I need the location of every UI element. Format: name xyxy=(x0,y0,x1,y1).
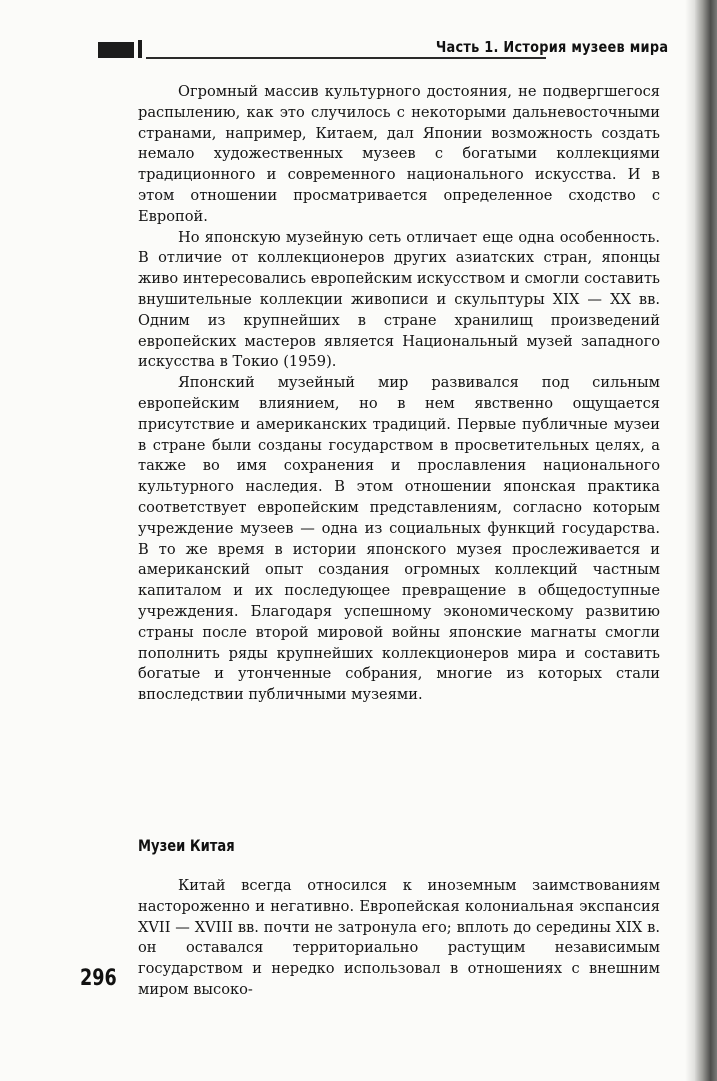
header-ornament-bar xyxy=(138,40,142,58)
page-edge xyxy=(695,0,717,1081)
paragraph: Китай всегда относился к иноземным заимствованиям настороженно и негативно. Европейская колониальная экспансия XVII — XVIII вв. почти не затронула его; вплоть до середины XIX в. он оставался территориально растущим независимым государством и нередко использовал в отношениях с внешним миром высоко- xyxy=(138,877,660,998)
binding-shadow xyxy=(685,0,695,1081)
paragraph: Но японскую музейную сеть отличает еще одна особенность. В отличие от коллекционеров других азиатских стран, японцы живо интересовались европейским искусством и смогли составить внушительные коллекции живописи и скульптуры XIX — XX вв. Одним из крупнейших в стране хранилищ произведений европейских мастеров является Национальный музей западного искусства в Токио (1959). xyxy=(138,228,660,371)
header-ornament-block xyxy=(98,42,134,58)
header-rule xyxy=(146,57,546,59)
section-heading: Музеи Китая xyxy=(138,836,235,855)
running-header xyxy=(98,36,668,64)
paragraph: Огромный массив культурного достояния, не подвергшегося распылению, как это случилось с некоторыми дальневосточными странами, например, Китаем, дал Японии возможность создать немало художественных музеев с богатыми коллекциями традиционного и современного национального искусства. И в этом отношении просматривается определенное сходство с Европой. xyxy=(138,83,660,225)
body-text-block-1 xyxy=(138,82,660,706)
paragraph: Японский музейный мир развивался под сильным европейским влиянием, но в нем явственно ощущается присутствие и американских традиций. Первые публичные музеи в стране были созданы государством в просветительных целях, а также во имя сохранения и прославления национального культурного наследия. В этом отношении японская практика соответствует европейским представлениям, согласно которым учреждение музеев — одна из социальных функций государства. В то же время в истории японского музея прослеживается и американский опыт создания огромных коллекций частным капиталом и их последующее превращение в общедоступные учреждения. Благодаря успешному экономическому развитию страны после второй мировой войны японские магнаты смогли пополнить ряды крупнейших коллекционеров мира и составить богатые и утонченные собрания, многие из которых стали впоследствии публичными музеями. xyxy=(138,374,660,704)
running-title: Часть 1. История музеев мира xyxy=(435,38,668,56)
page-number: 296 xyxy=(80,966,117,991)
body-text-block-2 xyxy=(138,876,660,1001)
